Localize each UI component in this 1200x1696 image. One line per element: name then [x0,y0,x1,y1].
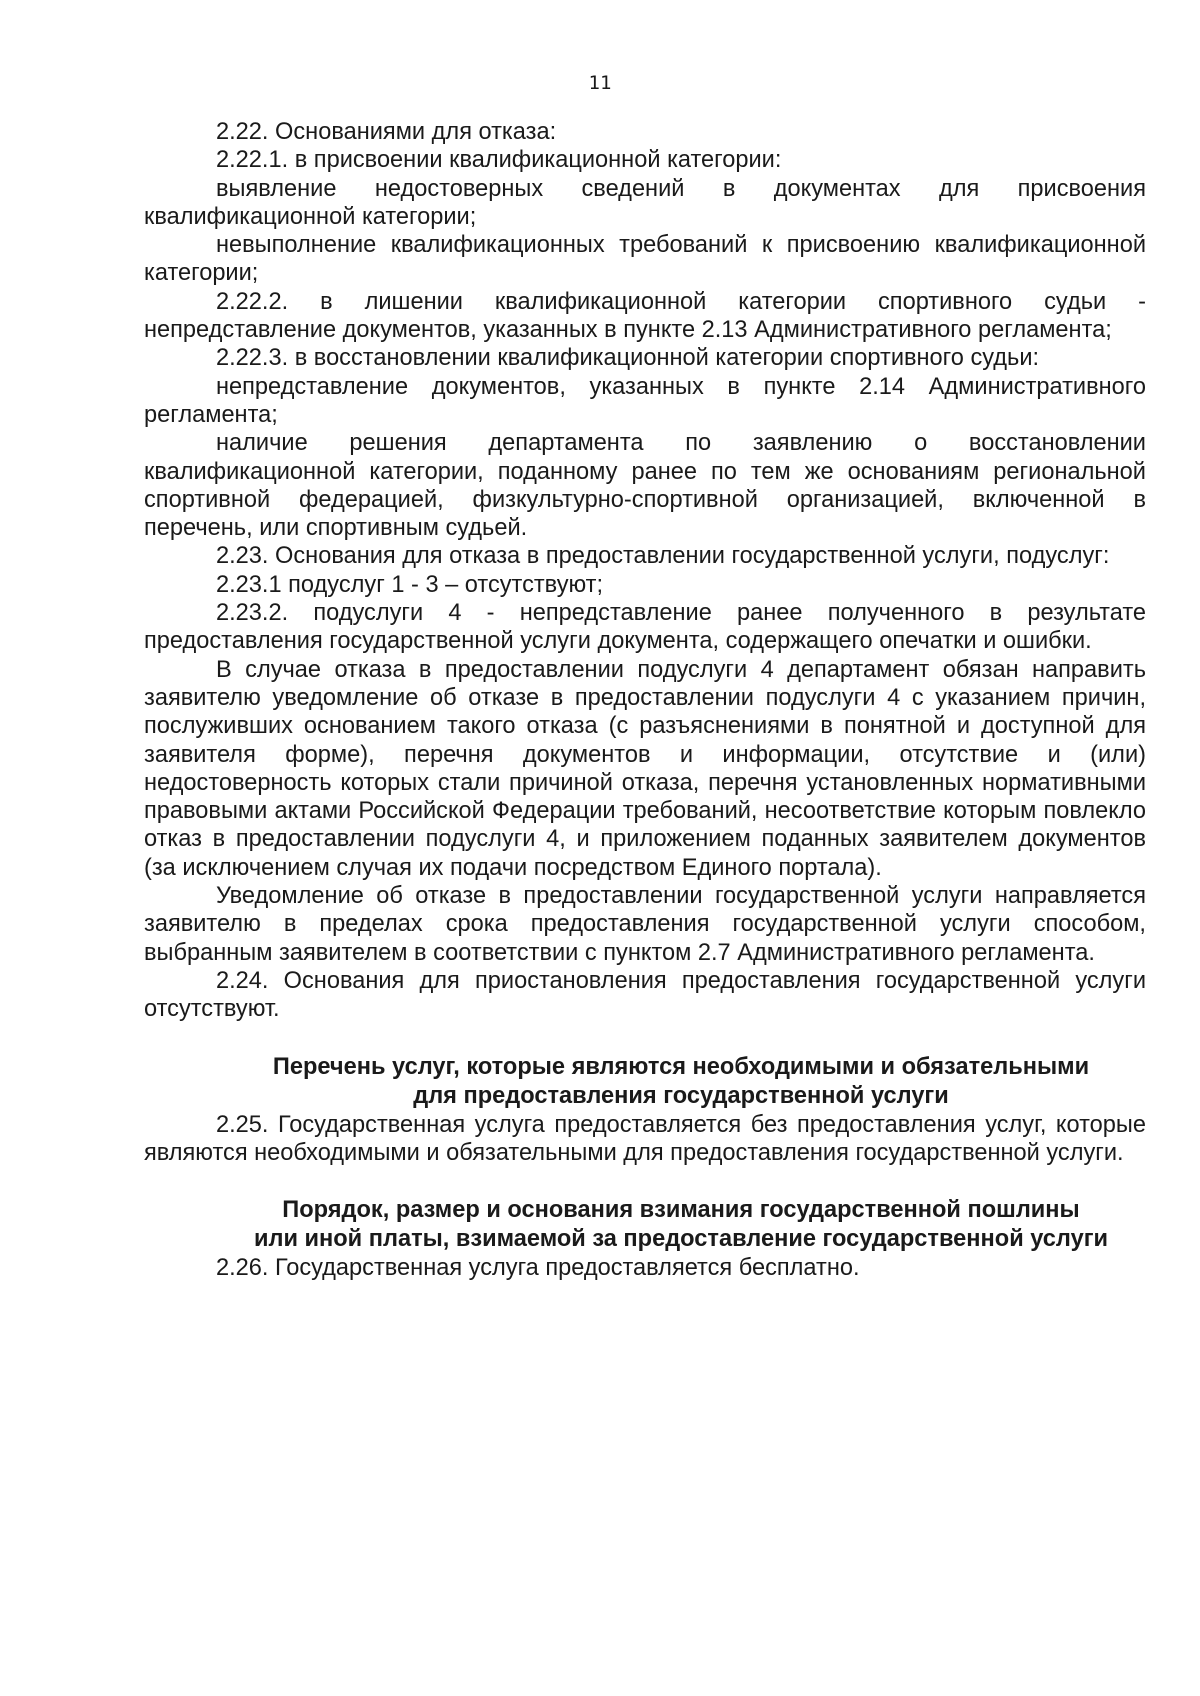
paragraph-2-22-2: 2.22.2. в лишении квалификационной категории спортивного судьи - непредставление документов, указанных в пункте 2.13 Административного регламента; [144,288,1146,344]
paragraph-2-23: 2.23. Основания для отказа в предоставлении государственной услуги, подуслуг: [216,543,1110,570]
paragraph-documents-not-provided: непредставление документов, указанных в пункте 2.14 Административного регламента; [144,373,1146,428]
paragraph-2-22-1: 2.22.1. в присвоении квалификационной категории: [216,147,782,174]
paragraph-refusal-notice: В случае отказа в предоставлении подуслуги 4 департамент обязан направить заявителю уведомление об отказе в предоставлении подуслуги 4 с указанием причин, послуживших основанием такого отказа (с разъяснениями в понятной и доступной для заявителя форме), перечня документов и информации, отсутствие и (или) недостоверность которых стали причиной отказа, перечня установленных нормативными правовыми актами Российской Федерации требований, несоответствие которым повлекло отказ в предоставлении подуслуги 4, и приложением поданных заявителем документов (за исключением случая их подачи посредством Единого портала). [144,656,1146,881]
heading-line: Перечень услуг, которые являются необходимыми и обязательными [272,1053,1090,1080]
paragraph-2-24: 2.24. Основания для приостановления предоставления государственной услуги отсутствуют. [144,967,1146,1023]
heading-line: или иной платы, взимаемой за предоставление государственной услуги [253,1226,1109,1253]
paragraph-notice-delivery: Уведомление об отказе в предоставлении государственной услуги направляется заявителю в пределах срока предоставления государственной услуги способом, выбранным заявителем в соответствии с пунктом 2.7 Административного регламента. [144,883,1146,966]
paragraph-2-23-2: 2.23.2. подуслуги 4 - непредставление ранее полученного в результате предоставления государственной услуги документа, содержащего опечатки и ошибки. [144,600,1146,655]
paragraph-2-25: 2.25. Государственная услуга предоставляется без предоставления услуг, которые являются необходимыми и обязательными для предоставления государственной услуги. [144,1111,1146,1166]
paragraph-2-22: 2.22. Основаниями для отказа: [216,119,557,145]
document-body [144,118,1146,1282]
heading-line: Порядок, размер и основания взимания государственной пошлины [282,1197,1080,1224]
paragraph-2-22-3: 2.22.3. в восстановлении квалификационной категории спортивного судьи: [216,345,1040,372]
section-heading-required-services [144,1053,1146,1111]
paragraph-2-23-1: 2.23.1 подуслуг 1 - 3 – отсутствуют; [216,571,604,598]
paragraph-existing-decision: наличие решения департамента по заявлению о восстановлении квалификационной категории, поданному ранее по тем же основаниям региональной спортивной федерацией, физкультурно-спортивной организацией, включенной в перечень, или спортивным судьей. [144,430,1146,542]
paragraph-2-26: 2.26. Государственная услуга предоставляется бесплатно. [216,1255,860,1282]
paragraph-requirements-not-met: невыполнение квалификационных требований к присвоению квалификационной категории; [144,232,1146,287]
heading-line: для предоставления государственной услуги [413,1082,949,1109]
paragraph-unreliable-info: выявление недостоверных сведений в документах для присвоения квалификационной категории; [144,175,1146,230]
section-heading-fees [144,1196,1146,1254]
page-number: 11 [588,72,612,94]
